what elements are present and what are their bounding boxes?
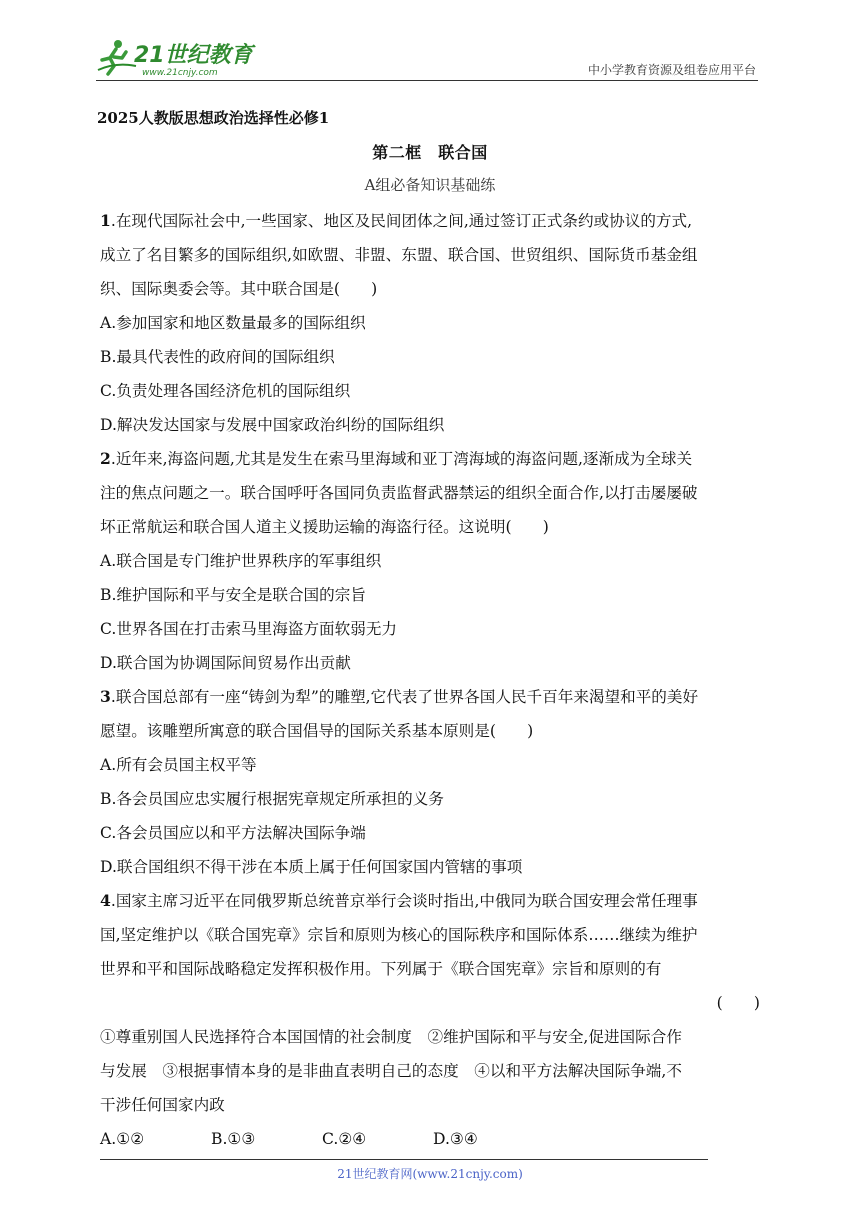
option-d: D.联合国为协调国际间贸易作出贡献 [100, 654, 351, 672]
question-number: 4 [100, 891, 111, 910]
question-stem-line: 世界和平和国际战略稳定发挥积极作用。下列属于《联合国宪章》宗旨和原则的有 [100, 960, 662, 978]
question-4 [100, 884, 764, 1156]
header-divider [96, 80, 758, 81]
option-b: B.最具代表性的政府间的国际组织 [100, 348, 335, 366]
runner-logo-icon [98, 40, 136, 74]
option-a: A.①② [100, 1130, 145, 1148]
group-title: A组必备知识基础练 [364, 176, 496, 194]
question-1 [100, 204, 764, 442]
question-stem-line: 1.在现代国际社会中,一些国家、地区及民间团体之间,通过签订正式条约或协议的方式, [100, 211, 693, 230]
inline-options [100, 1122, 764, 1156]
option-b: B.各会员国应忠实履行根据宪章规定所承担的义务 [100, 790, 444, 808]
option-c: C.各会员国应以和平方法解决国际争端 [100, 824, 366, 842]
question-3 [100, 680, 764, 884]
statement-line: ①尊重别国人民选择符合本国国情的社会制度 ②维护国际和平与安全,促进国际合作 [100, 1028, 682, 1046]
question-number: 1 [100, 211, 111, 230]
question-stem-line: 4.国家主席习近平在同俄罗斯总统普京举行会谈时指出,中俄同为联合国安理会常任理事 [100, 891, 698, 910]
footer-divider [100, 1159, 708, 1160]
document-title: 2025人教版思想政治选择性必修1 [97, 109, 330, 127]
option-c: C.世界各国在打击索马里海盗方面软弱无力 [100, 620, 398, 638]
answer-paren: ( ) [716, 994, 760, 1012]
statement-line: 与发展 ③根据事情本身的是非曲直表明自己的态度 ④以和平方法解决国际争端,不 [100, 1062, 682, 1080]
question-stem-line: 3.联合国总部有一座“铸剑为犁”的雕塑,它代表了世界各国人民千百年来渴望和平的美好 [100, 687, 699, 706]
question-2 [100, 442, 764, 680]
option-a: A.所有会员国主权平等 [100, 756, 257, 774]
footer-link[interactable]: 21世纪教育网(www.21cnjy.com) [337, 1167, 523, 1181]
option-c: C.②④ [322, 1130, 367, 1148]
option-d: D.解决发达国家与发展中国家政治纠纷的国际组织 [100, 416, 445, 434]
question-number: 3 [100, 687, 111, 706]
logo-text: 21世纪教育 [134, 43, 253, 68]
option-b: B.①③ [211, 1130, 256, 1148]
option-a: A.联合国是专门维护世界秩序的军事组织 [100, 552, 382, 570]
question-stem-line: 坏正常航运和联合国人道主义援助运输的海盗行径。这说明( ) [100, 518, 549, 536]
option-a: A.参加国家和地区数量最多的国际组织 [100, 314, 366, 332]
question-stem-line: 注的焦点问题之一。联合国呼吁各国同负责监督武器禁运的组织全面合作,以打击屡屡破 [100, 484, 698, 502]
logo-url-text: www.21cnjy.com [142, 68, 218, 78]
question-stem-line: 成立了名目繁多的国际组织,如欧盟、非盟、东盟、联合国、世贸组织、国际货币基金组 [100, 246, 698, 264]
question-stem-line: 愿望。该雕塑所寓意的联合国倡导的国际关系基本原则是( ) [100, 722, 534, 740]
question-number: 2 [100, 449, 111, 468]
platform-name: 中小学教育资源及组卷应用平台 [587, 63, 756, 77]
option-d: D.联合国组织不得干涉在本质上属于任何国家国内管辖的事项 [100, 858, 523, 876]
question-stem-line: 国,坚定维护以《联合国宪章》宗旨和原则为核心的国际秩序和国际体系……继续为维护 [100, 926, 698, 944]
statement-line: 干涉任何国家内政 [100, 1096, 225, 1114]
question-stem-line: 2.近年来,海盗问题,尤其是发生在索马里海域和亚丁湾海域的海盗问题,逐渐成为全球关 [100, 449, 693, 468]
question-stem-line: 织、国际奥委会等。其中联合国是( ) [100, 280, 378, 298]
section-title: 第二框 联合国 [372, 143, 488, 162]
option-c: C.负责处理各国经济危机的国际组织 [100, 382, 351, 400]
site-logo [96, 36, 266, 80]
option-b: B.维护国际和平与安全是联合国的宗旨 [100, 586, 366, 604]
option-d: D.③④ [433, 1130, 478, 1148]
question-list [100, 204, 764, 1156]
